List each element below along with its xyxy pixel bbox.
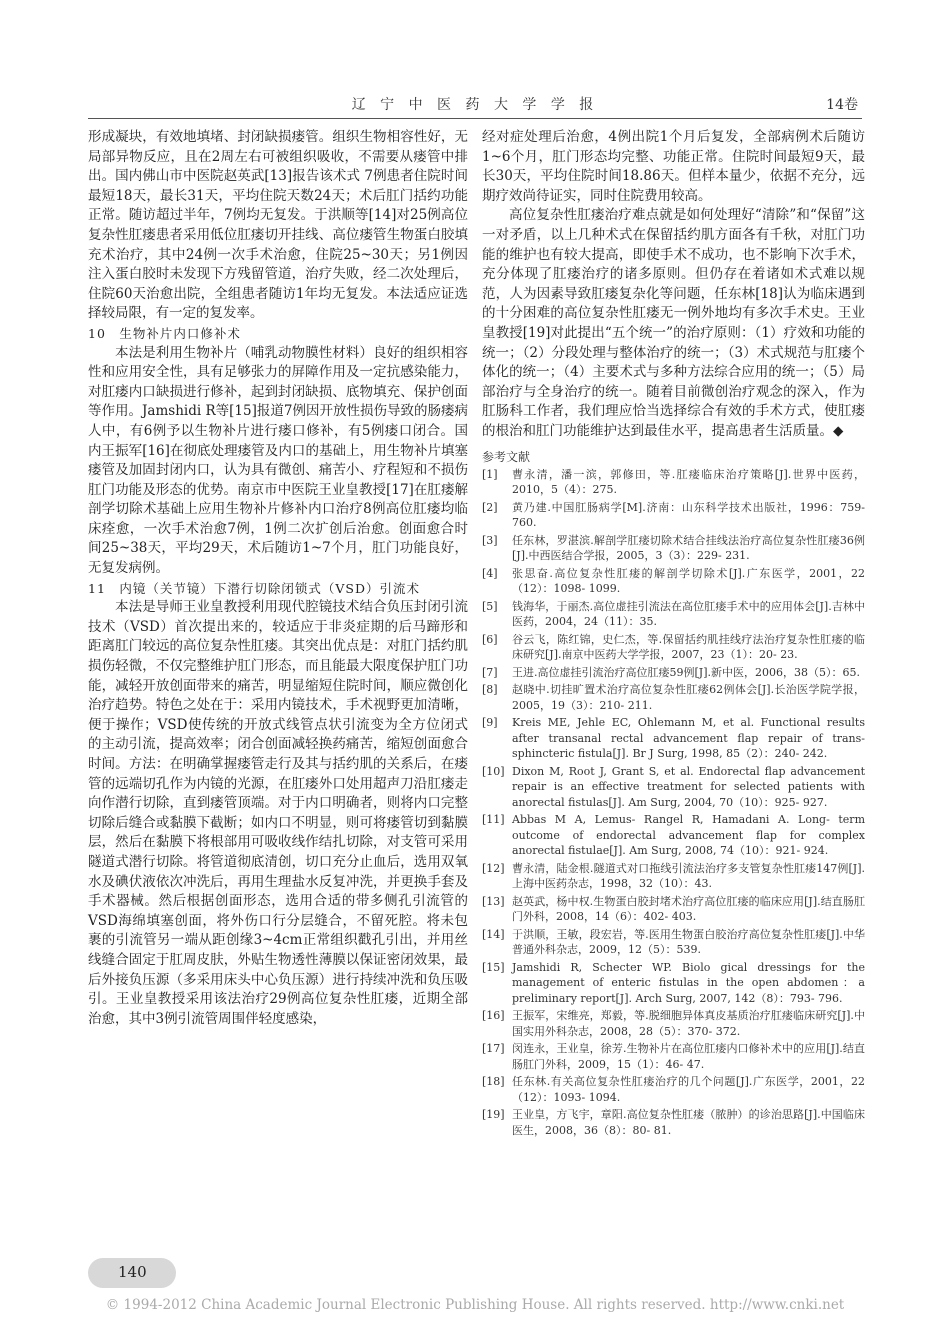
reference-item <box>482 1074 865 1105</box>
reference-text: 钱海华，于丽杰.高位虚挂引流法在高位肛瘘手术中的应用体会[J].吉林中医药，2004，24（11）：35. <box>512 599 865 628</box>
left-paragraph-2: 本法是利用生物补片（哺乳动物膜性材料）良好的组织相容性和应用安全性，具有足够张力的屏障作用及一定抗感染能力，对肛瘘内口缺损进行修补，起到封闭缺损、底物填充、保护创面等作用。Jamshidi R等[15]报道7例因开放性损伤导致的肠瘘病人中，有6例予以生物补片进行瘘口修补，有5例瘘口闭合。国内王振军[16]在彻底处理瘘管及内口的基础上，用生物补片填塞瘘管及加固封闭内口，认为具有微创、痛苦小、疗程短和不损伤肛门功能及形态的优势。南京市中医院王业皇教授[17]在肛瘘解剖学切除术基础上应用生物补片修补内口治疗8例高位肛瘘均临床痊愈，一次手术治愈7例，1例二次扩创后治愈。创面愈合时间25~38天，平均29天，术后随访1~7个月，肛门功能良好，无复发病例。 <box>88 344 468 577</box>
reference-item <box>482 927 865 958</box>
reference-text: 任东林.有关高位复杂性肛瘘治疗的几个问题[J].广东医学，2001，22（12）：1093- 1094. <box>512 1075 865 1104</box>
page-number: 140 <box>118 1263 147 1281</box>
reference-number: [3] <box>482 533 498 547</box>
reference-text: Dixon M, Root J, Grant S, et al. Endorectal flap advancement repair is an effective treatment for selected patients with anorectal fistulas[J]. Am Surg, 2004, 70（10）：925- 927. <box>512 764 865 809</box>
reference-text: Jamshidi R, Schecter WP. Biolo gical dressings for the management of enteric fistulas in the open abdomen：a preliminary report[J]. Arch Surg, 2007, 142（8）：793- 796. <box>512 960 865 1005</box>
reference-number: [1] <box>482 467 498 481</box>
reference-item <box>482 632 865 663</box>
section-heading-10: 10 生物补片内口修补术 <box>88 325 241 341</box>
reference-text: 赵晓中.切挂旷置术治疗高位复杂性肛瘘62例体会[J].长治医学院学报，2005，19（3）：210- 211. <box>512 683 865 712</box>
reference-number: [8] <box>482 683 498 696</box>
reference-item <box>482 1107 865 1138</box>
journal-volume: 14卷 <box>826 97 858 113</box>
reference-text: 闵连永，王业皇，徐芳.生物补片在高位肛瘘内口修补术中的应用[J].结直肠肛门外科，2009，15（1）：46- 47. <box>512 1042 865 1071</box>
reference-text: 曹永清，陆金根.隧道式对口拖线引流法治疗多支管复杂性肛瘘147例[J].上海中医药杂志，1998，32（10）：43. <box>512 861 865 890</box>
reference-text: 赵英武，杨中权.生物蛋白胶封堵术治疗高位肛瘘的临床应用[J].结直肠肛门外科，2008，14（6）：402- 403. <box>512 894 865 923</box>
reference-text: 任东林，罗湛滨.解剖学肛瘘切除术结合挂线法治疗高位复杂性肛瘘36例[J].中西医结合学报，2005，3（3）：229- 231. <box>512 533 865 562</box>
left-column <box>88 128 468 1029</box>
reference-text: 王振军，宋维亮，郑毅，等.脱细胞异体真皮基质治疗肛瘘临床研究[J].中国实用外科杂志，2008，28（5）：370- 372. <box>512 1009 865 1038</box>
right-column <box>482 128 865 1140</box>
reference-text: 张思奋.高位复杂性肛瘘的解剖学切除术[J].广东医学，2001，22（12）：1098- 1099. <box>512 566 865 595</box>
reference-item <box>482 467 865 498</box>
header-rule <box>88 118 862 119</box>
reference-item <box>482 960 865 1007</box>
reference-item <box>482 665 865 681</box>
reference-number: [16] <box>482 1009 505 1022</box>
reference-text: Abbas M A, Lemus- Rangel R, Hamadani A. Long- term outcome of endorectal advancement flap for complex anorectal fistulae[J]. Am Surg, 2008, 74（10）：921- 924. <box>512 813 865 857</box>
references-title: 参考文献 <box>482 449 531 464</box>
reference-text: 谷云飞，陈红锦，史仁杰，等.保留括约肌挂线疗法治疗复杂性肛瘘的临床研究[J].南京中医药大学学报，2007，23（1）：20- 23. <box>512 632 865 661</box>
reference-text: Kreis ME, Jehle EC, Ohlemann M, et al. Functional results after transanal rectal advancement flap repair of trans- sphincteric fistula[J]. Br J Surg, 1998, 85（2）：240- 242. <box>512 716 865 760</box>
reference-number: [14] <box>482 927 505 941</box>
reference-item <box>482 682 865 713</box>
reference-item <box>482 566 865 597</box>
reference-number: [18] <box>482 1075 505 1088</box>
reference-number: [2] <box>482 500 498 514</box>
right-paragraph-2: 高位复杂性肛瘘治疗难点就是如何处理好“清除”和“保留”这一对矛盾，以上几种术式在保留括约肌方面各有千秋，对肛门功能的维护也有较大提高，即使手术不成功，也不影响下次手术，充分体现了肛瘘治疗的诸多原则。但仍存在着诸如术式难以规范，人为因素导致肛瘘复杂化等问题，任东林[18]认为临床遇到的十分困难的高位复杂性肛瘘无一例外地均有多次手术史。王业皇教授[19]对此提出“五个统一”的治疗原则：（1）疗效和功能的统一；（2）分段处理与整体治疗的统一；（3）术式规范与肛瘘个体化的统一；（4）主要术式与多种方法综合应用的统一；（5）局部治疗与全身治疗的统一。随着目前微创治疗观念的深入，作为肛肠科工作者，我们理应恰当选择综合有效的手术方式，使肛瘘的根治和肛门功能维护达到最佳水平，提高患者生活质量。◆ <box>482 207 865 439</box>
reference-text: 于洪顺，王敏，段宏岩，等.医用生物蛋白胶治疗高位复杂性肛瘘[J].中华普通外科杂志，2009，12（5）：539. <box>512 927 865 956</box>
reference-text: 王进.高位虚挂引流治疗高位肛瘘59例[J].新中医，2006，38（5）：65. <box>512 665 860 679</box>
reference-item <box>482 861 865 892</box>
reference-number: [13] <box>482 894 505 908</box>
reference-number: [15] <box>482 960 505 974</box>
reference-item <box>482 599 865 630</box>
reference-item <box>482 500 865 531</box>
reference-number: [4] <box>482 566 498 580</box>
left-paragraph-3: 本法是导师王业皇教授利用现代腔镜技术结合负压封闭引流技术（VSD）首次提出来的，较适应于非炎症期的后马蹄形和距离肛门较远的高位复杂性肛瘘。其突出优点是：对肛门括约肌损伤轻微，不仅完整维护肛门形态，而且能最大限度保护肛门功能，减轻开放创面带来的痛苦，明显缩短住院时间，顺应微创化治疗趋势。特色之处在于：采用内镜技术，手术视野更加清晰，便于操作；VSD使传统的开放式线管点状引流变为全方位闭式的主动引流，提高效率；闭合创面减轻换药痛苦，缩短创面愈合时间。方法：在明确掌握瘘管走行及其与括约肌的关系后，在瘘管的远端切孔作为内镜的光源，在肛瘘外口处用超声刀沿肛瘘走向作潜行切除，直到瘘管顶端。对于内口明确者，则将内口完整切除后缝合或黏膜下截断；如内口不明显，则可将瘘管切到黏膜层，然后在黏膜下将根部用可吸收线作结扎切除，对支管可采用隧道式潜行切除。将管道彻底清创，切口充分止血后，选用双氧水及碘伏液依次冲洗后，再用生理盐水反复冲洗，并更换手套及手术器械。然后根据创面形态，选用合适的带多侧孔引流管的VSD海绵填塞创面，将外伤口行分层缝合，不留死腔。将未包裹的引流管另一端从距创缘3~4cm正常组织戳孔引出，并用丝线缝合固定于肛周皮肤，外贴生物透性薄膜以保证密闭效果，最后外接负压源（多采用床头中心负压源）进行持续冲洗和负压吸引。王业皇教授采用该法治疗29例高位复杂性肛瘘，近期全部治愈，其中3例引流管周围伴轻度感染， <box>88 599 468 1027</box>
reference-number: [11] <box>482 813 505 826</box>
section-heading-11: 11 内镜（关节镜）下潜行切除闭锁式（VSD）引流术 <box>88 580 421 596</box>
reference-list <box>482 467 865 1139</box>
reference-text: 曹永清，潘一滨，郭修田，等.肛瘘临床治疗策略[J].世界中医药，2010，5（4）：275. <box>512 467 865 496</box>
reference-item <box>482 894 865 925</box>
reference-number: [12] <box>482 861 505 875</box>
reference-number: [19] <box>482 1108 505 1121</box>
reference-item <box>482 1008 865 1039</box>
left-paragraph-1: 形成凝块，有效地填堵、封闭缺损瘘管。组织生物相容性好，无局部异物反应，且在2周左右可被组织吸收，不需要从瘘管中排出。国内佛山市中医院赵英武[13]报告该术式 7例患者住院时间最短18天，最长31天，平均住院天数24天；术后肛门括约功能正常。随访超过半年，7例均无复发。于洪顺等[14]对25例高位复杂性肛瘘患者采用低位肛瘘切开挂线、高位瘘管生物蛋白胶填充术治疗，其中24例一次手术治愈，住院25~30天；另1例因注入蛋白胶时未发现下方残留管道，治疗失败，经二次处理后，住院60天治愈出院，全组患者随访1年均无复发。本法适应证选择较局限，有一定的复发率。 <box>88 129 468 322</box>
reference-item <box>482 812 865 859</box>
reference-number: [10] <box>482 764 505 778</box>
reference-text: 黄乃建.中国肛肠病学[M].济南：山东科学技术出版社，1996：759- 760. <box>512 500 865 529</box>
right-paragraph-1: 经对症处理后治愈，4例出院1个月后复发，全部病例术后随访1~6个月，肛门形态均完整、功能正常。住院时间最短9天，最长30天，平均住院时间18.86天。但样本量少，依据不充分，远期疗效尚待证实，同时住院费用较高。 <box>482 129 865 204</box>
reference-item <box>482 1041 865 1072</box>
reference-number: [7] <box>482 665 498 679</box>
reference-number: [9] <box>482 716 498 729</box>
reference-item <box>482 764 865 811</box>
copyright-footer: © 1994-2012 China Academic Journal Electronic Publishing House. All rights reserved. http://www.cnki.net <box>105 1297 845 1313</box>
journal-header-title: 辽 宁 中 医 药 大 学 学 报 <box>351 97 599 113</box>
reference-number: [6] <box>482 632 498 646</box>
reference-item <box>482 533 865 564</box>
reference-text: 王业皇，方飞宇，章阳.高位复杂性肛瘘（脓肿）的诊治思路[J].中国临床医生，2008，36（8）：80- 81. <box>512 1108 865 1137</box>
reference-number: [17] <box>482 1042 505 1055</box>
reference-item <box>482 715 865 762</box>
reference-number: [5] <box>482 599 498 613</box>
